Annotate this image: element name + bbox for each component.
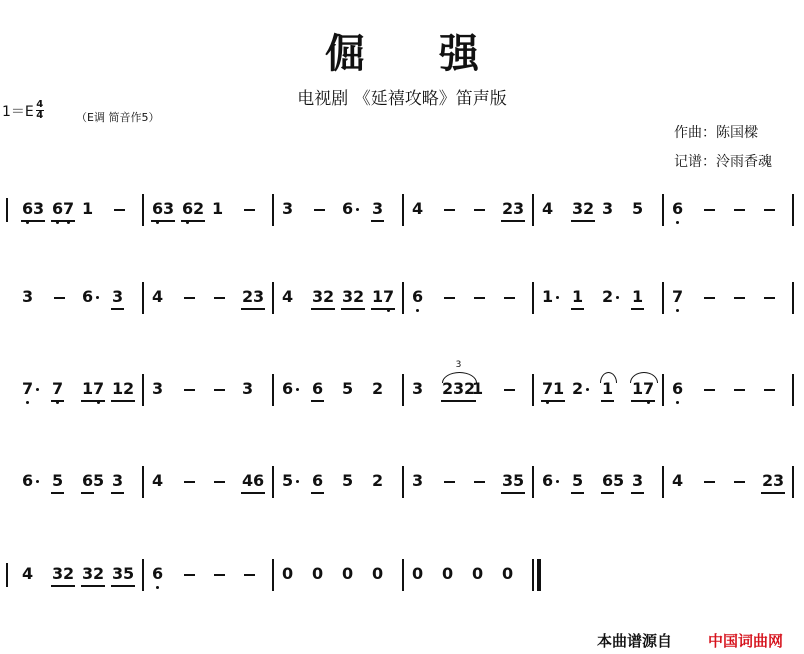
- beam-underline: [341, 308, 365, 310]
- barline: [272, 466, 274, 498]
- note: 4: [152, 471, 164, 490]
- duration-dash: [214, 389, 225, 391]
- barline: [142, 374, 144, 406]
- note: 2: [464, 379, 476, 398]
- beam-underline: [761, 492, 785, 494]
- barline: [402, 374, 404, 406]
- low-octave-dot: [416, 309, 419, 312]
- augmentation-dot: [296, 388, 299, 391]
- beam-underline: [181, 220, 205, 222]
- note: 2: [762, 471, 774, 490]
- barline: [792, 374, 794, 406]
- note: 2: [353, 287, 365, 306]
- note: 1: [542, 287, 554, 306]
- beam-underline: [241, 308, 265, 310]
- key-signature: [2, 100, 44, 121]
- beam-underline: [241, 492, 265, 494]
- note: 0: [502, 564, 514, 583]
- beam-underline: [571, 308, 584, 310]
- note: 5: [342, 471, 354, 490]
- final-barline-thin: [532, 559, 534, 591]
- note: 3: [412, 471, 424, 490]
- beam-underline: [311, 400, 324, 402]
- barline: [792, 466, 794, 498]
- barline: [532, 374, 534, 406]
- score-system: [0, 466, 804, 508]
- note: 1: [632, 379, 644, 398]
- note: 6: [672, 199, 684, 218]
- low-octave-dot: [156, 586, 159, 589]
- note: 5: [52, 471, 64, 490]
- barline: [792, 194, 794, 226]
- note: 3: [112, 564, 124, 583]
- note: 3: [52, 564, 64, 583]
- beam-underline: [51, 220, 75, 222]
- note: 5: [613, 471, 625, 490]
- note: 3: [312, 287, 324, 306]
- barline: [792, 282, 794, 314]
- note: 6: [152, 564, 164, 583]
- duration-dash: [214, 297, 225, 299]
- note: 3: [773, 471, 785, 490]
- note: 3: [112, 471, 124, 490]
- note: 1: [112, 379, 124, 398]
- barline: [272, 559, 274, 591]
- note: 3: [22, 287, 34, 306]
- composer-credit: 作曲：陈国樑: [674, 125, 758, 141]
- barline: [662, 282, 664, 314]
- note: 7: [383, 287, 395, 306]
- score-system: [0, 194, 804, 236]
- beam-underline: [81, 492, 94, 494]
- final-barline-thick: [537, 559, 541, 591]
- note: 3: [163, 199, 175, 218]
- note: 7: [63, 199, 75, 218]
- note: 4: [282, 287, 294, 306]
- note: 6: [672, 379, 684, 398]
- barline: [142, 466, 144, 498]
- note: 3: [33, 199, 45, 218]
- barline: [272, 194, 274, 226]
- song-title: 倔 强: [325, 31, 509, 77]
- duration-dash: [444, 297, 455, 299]
- note: 3: [372, 199, 384, 218]
- barline: [532, 466, 534, 498]
- note: 1: [572, 287, 584, 306]
- duration-dash: [444, 209, 455, 211]
- duration-dash: [504, 389, 515, 391]
- barline: [142, 559, 144, 591]
- duration-dash: [504, 297, 515, 299]
- note: 2: [372, 379, 384, 398]
- augmentation-dot: [556, 480, 559, 483]
- beam-underline: [441, 400, 476, 402]
- source-label: 本曲谱源自: [597, 632, 673, 650]
- beam-underline: [51, 492, 64, 494]
- note: 6: [412, 287, 424, 306]
- score-system: [0, 360, 804, 416]
- song-subtitle: 电视剧 《延禧攻略》笛声版: [297, 89, 507, 109]
- beam-underline: [631, 308, 644, 310]
- note: 6: [152, 199, 164, 218]
- note: 3: [342, 287, 354, 306]
- beam-underline: [371, 220, 384, 222]
- duration-dash: [764, 209, 775, 211]
- note: 7: [52, 379, 64, 398]
- triplet-marker: 3: [455, 360, 462, 370]
- note: 3: [112, 287, 124, 306]
- barline: [662, 466, 664, 498]
- note: 6: [312, 471, 324, 490]
- note: 2: [583, 199, 595, 218]
- note: 0: [412, 564, 424, 583]
- note: 6: [602, 471, 614, 490]
- note: 5: [123, 564, 135, 583]
- note: 7: [542, 379, 554, 398]
- duration-dash: [734, 389, 745, 391]
- note: 2: [93, 564, 105, 583]
- duration-dash: [764, 297, 775, 299]
- note: 0: [312, 564, 324, 583]
- barline: [142, 282, 144, 314]
- note: 7: [643, 379, 655, 398]
- note: 3: [412, 379, 424, 398]
- barline: [272, 282, 274, 314]
- system-start-line: [6, 198, 8, 222]
- source-site-link[interactable]: 中国词曲网: [708, 632, 784, 650]
- beam-underline: [21, 220, 45, 222]
- augmentation-dot: [96, 296, 99, 299]
- note: 3: [152, 379, 164, 398]
- duration-dash: [214, 574, 225, 576]
- duration-dash: [704, 209, 715, 211]
- low-octave-dot: [676, 221, 679, 224]
- beam-underline: [81, 585, 105, 587]
- barline: [142, 194, 144, 226]
- note: 1: [372, 287, 384, 306]
- note: 6: [282, 379, 294, 398]
- note: 7: [672, 287, 684, 306]
- duration-dash: [474, 481, 485, 483]
- note: 5: [342, 379, 354, 398]
- note: 5: [93, 471, 105, 490]
- duration-dash: [704, 481, 715, 483]
- duration-dash: [764, 389, 775, 391]
- note: 0: [282, 564, 294, 583]
- note: 5: [513, 471, 525, 490]
- barline: [272, 374, 274, 406]
- note: 6: [253, 471, 265, 490]
- note: 6: [82, 471, 94, 490]
- note: 5: [282, 471, 294, 490]
- note: 3: [82, 564, 94, 583]
- duration-dash: [114, 209, 125, 211]
- barline: [402, 282, 404, 314]
- beam-underline: [111, 492, 124, 494]
- note: 1: [212, 199, 224, 218]
- beam-underline: [571, 220, 595, 222]
- note: 1: [602, 379, 614, 398]
- note: 6: [542, 471, 554, 490]
- beam-underline: [501, 492, 525, 494]
- duration-dash: [734, 481, 745, 483]
- transcriber-credit: 记谱：泠雨香魂: [674, 154, 772, 170]
- key-prefix: 1＝E: [2, 103, 34, 120]
- key-note: （E调 简音作5）: [76, 111, 160, 124]
- barline: [532, 282, 534, 314]
- score-system: [0, 282, 804, 324]
- duration-dash: [214, 481, 225, 483]
- duration-dash: [184, 481, 195, 483]
- note: 6: [342, 199, 354, 218]
- note: 2: [193, 199, 205, 218]
- beam-underline: [51, 585, 75, 587]
- augmentation-dot: [616, 296, 619, 299]
- beam-underline: [311, 492, 324, 494]
- tie-slur: [600, 372, 617, 383]
- note: 3: [282, 199, 294, 218]
- note: 0: [372, 564, 384, 583]
- barline: [532, 194, 534, 226]
- beam-underline: [111, 308, 124, 310]
- duration-dash: [704, 297, 715, 299]
- beam-underline: [111, 585, 135, 587]
- note: 4: [22, 564, 34, 583]
- note: 1: [553, 379, 565, 398]
- note: 5: [572, 471, 584, 490]
- note: 6: [82, 287, 94, 306]
- note: 3: [242, 379, 254, 398]
- note: 4: [672, 471, 684, 490]
- time-denominator: 4: [36, 110, 44, 121]
- note: 6: [22, 471, 34, 490]
- duration-dash: [184, 389, 195, 391]
- augmentation-dot: [36, 388, 39, 391]
- barline: [402, 194, 404, 226]
- score-system: [0, 559, 804, 601]
- note: 2: [572, 379, 584, 398]
- note: 1: [472, 379, 484, 398]
- note: 4: [242, 471, 254, 490]
- barline: [662, 374, 664, 406]
- note: 2: [602, 287, 614, 306]
- augmentation-dot: [556, 296, 559, 299]
- note: 3: [632, 471, 644, 490]
- duration-dash: [734, 297, 745, 299]
- beam-underline: [541, 400, 565, 402]
- note: 7: [22, 379, 34, 398]
- barline: [662, 194, 664, 226]
- note: 0: [472, 564, 484, 583]
- barline: [402, 559, 404, 591]
- note: 5: [632, 199, 644, 218]
- note: 0: [342, 564, 354, 583]
- duration-dash: [244, 574, 255, 576]
- note: 2: [372, 471, 384, 490]
- note: 3: [502, 471, 514, 490]
- note: 3: [602, 199, 614, 218]
- note: 1: [82, 199, 94, 218]
- note: 3: [513, 199, 525, 218]
- beam-underline: [81, 400, 105, 402]
- note: 2: [323, 287, 335, 306]
- duration-dash: [704, 389, 715, 391]
- low-octave-dot: [676, 309, 679, 312]
- tie-slur: [630, 372, 658, 383]
- duration-dash: [474, 297, 485, 299]
- augmentation-dot: [296, 480, 299, 483]
- duration-dash: [244, 209, 255, 211]
- note: 2: [242, 287, 254, 306]
- beam-underline: [631, 492, 644, 494]
- duration-dash: [734, 209, 745, 211]
- note: 3: [453, 379, 465, 398]
- note: 4: [412, 199, 424, 218]
- note: 1: [82, 379, 94, 398]
- augmentation-dot: [36, 480, 39, 483]
- barline: [402, 466, 404, 498]
- duration-dash: [184, 297, 195, 299]
- note: 2: [442, 379, 454, 398]
- beam-underline: [51, 400, 64, 402]
- beam-underline: [631, 400, 655, 402]
- duration-dash: [54, 297, 65, 299]
- beam-underline: [151, 220, 175, 222]
- note: 7: [93, 379, 105, 398]
- beam-underline: [601, 400, 614, 402]
- beam-underline: [371, 308, 395, 310]
- low-octave-dot: [676, 401, 679, 404]
- beam-underline: [111, 400, 135, 402]
- system-start-line: [6, 563, 8, 587]
- duration-dash: [314, 209, 325, 211]
- note: 2: [63, 564, 75, 583]
- time-numerator: 4: [36, 99, 44, 110]
- time-signature: [36, 100, 44, 121]
- duration-dash: [474, 209, 485, 211]
- low-octave-dot: [26, 401, 29, 404]
- note: 2: [502, 199, 514, 218]
- beam-underline: [311, 308, 335, 310]
- augmentation-dot: [586, 388, 589, 391]
- note: 1: [632, 287, 644, 306]
- beam-underline: [601, 492, 614, 494]
- note: 6: [52, 199, 64, 218]
- duration-dash: [444, 481, 455, 483]
- note: 0: [442, 564, 454, 583]
- note: 3: [253, 287, 265, 306]
- duration-dash: [184, 574, 195, 576]
- note: 6: [22, 199, 34, 218]
- note: 6: [182, 199, 194, 218]
- beam-underline: [571, 492, 584, 494]
- note: 4: [542, 199, 554, 218]
- augmentation-dot: [356, 208, 359, 211]
- note: 2: [123, 379, 135, 398]
- note: 3: [572, 199, 584, 218]
- beam-underline: [501, 220, 525, 222]
- note: 4: [152, 287, 164, 306]
- note: 6: [312, 379, 324, 398]
